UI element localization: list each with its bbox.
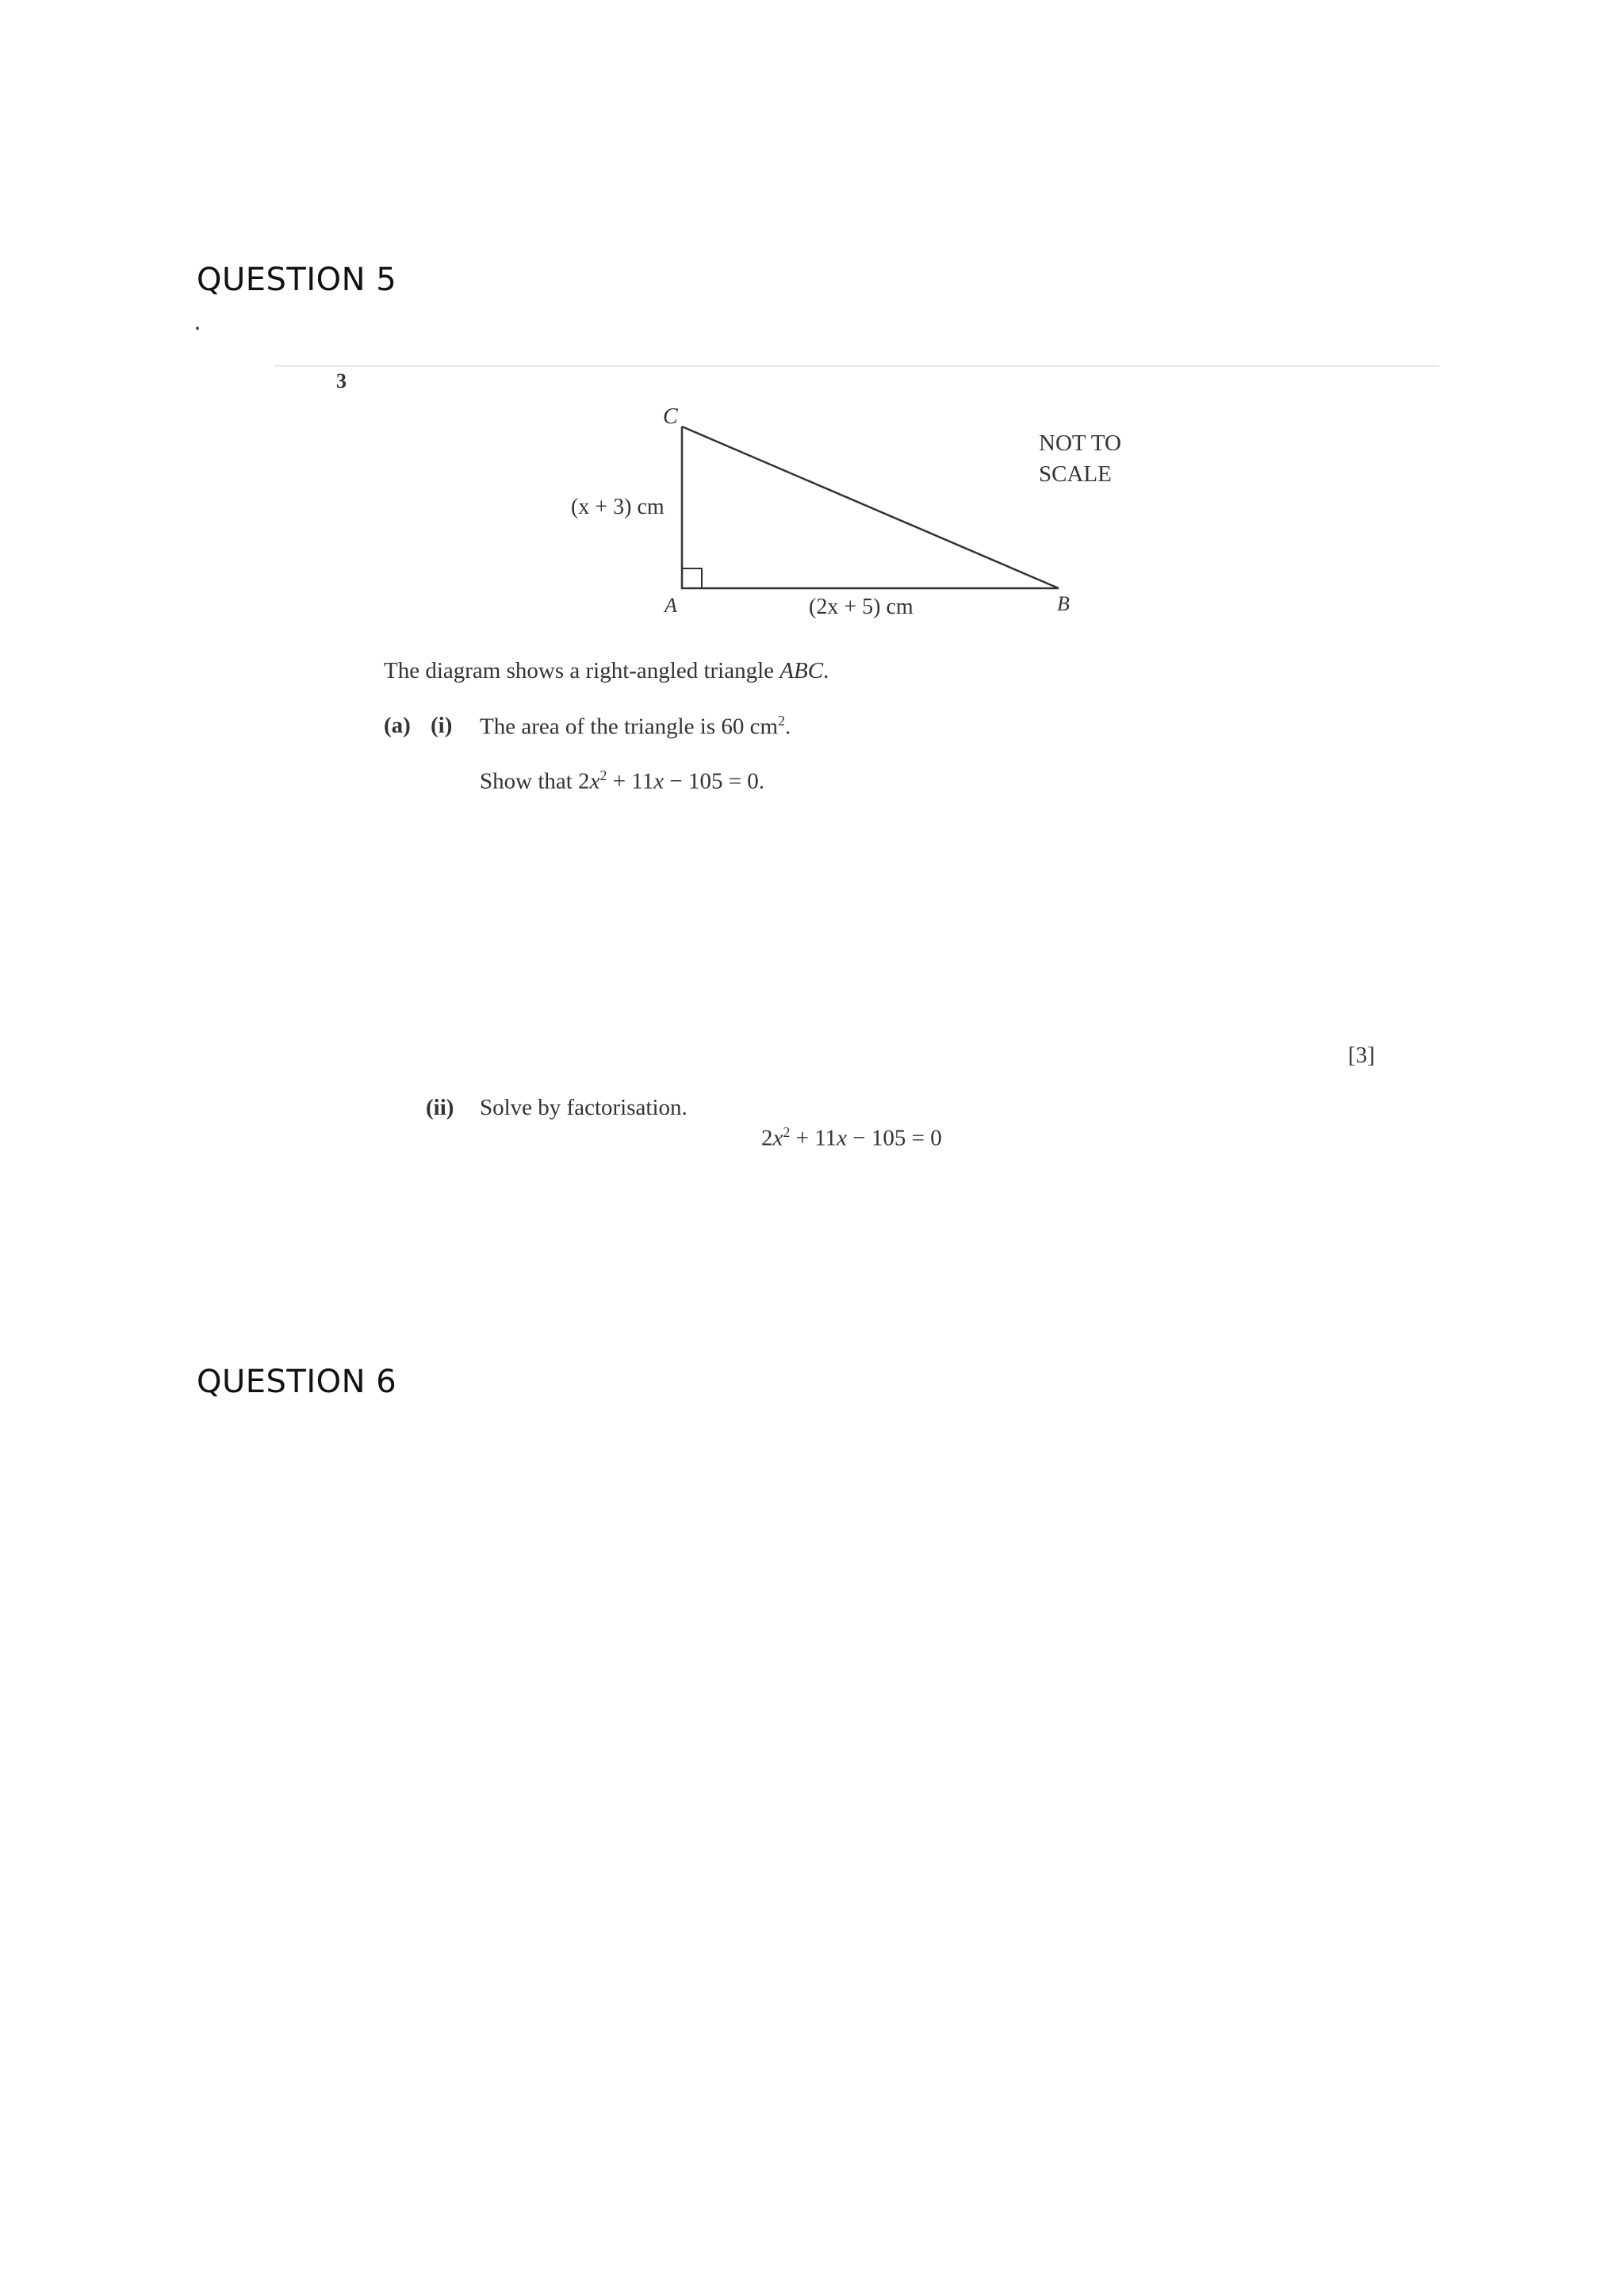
- eq-mid: + 11: [790, 1125, 837, 1151]
- area-statement: [480, 713, 791, 740]
- factorisation-equation: [761, 1124, 942, 1152]
- not-to-scale-line2: SCALE: [1039, 461, 1112, 487]
- marks-label: [3]: [1348, 1043, 1375, 1068]
- triangle-diagram: [0, 0, 1624, 714]
- question-6-heading: QUESTION 6: [197, 1364, 397, 1400]
- show-that-equation: [480, 767, 764, 795]
- part-a-i-label: (i): [431, 713, 453, 738]
- area-text: The area of the triangle is 60 cm: [480, 714, 779, 740]
- intro-text-body: The diagram shows a right-angled triangle: [384, 658, 780, 683]
- show-prefix: Show that 2: [480, 768, 590, 794]
- triangle-name: ABC: [779, 658, 824, 683]
- part-a-label: (a): [384, 713, 411, 738]
- vertex-b-label: B: [1057, 592, 1070, 615]
- question-number: 3: [336, 369, 347, 392]
- side-ac-label: (x + 3) cm: [571, 495, 665, 519]
- vertex-c-label: C: [663, 404, 678, 429]
- part-a-ii-text: Solve by factorisation.: [480, 1095, 688, 1120]
- right-angle-marker: [682, 568, 702, 588]
- not-to-scale-line1: NOT TO: [1039, 430, 1121, 456]
- intro-end: .: [823, 658, 829, 683]
- eq-x2: x: [837, 1125, 848, 1151]
- eq-end: − 105 = 0: [847, 1125, 942, 1151]
- show-sup: 2: [599, 767, 607, 783]
- show-x2: x: [653, 768, 665, 794]
- question-5-heading: QUESTION 5: [197, 262, 397, 298]
- side-ab-label: (2x + 5) cm: [809, 595, 914, 619]
- show-end: − 105 = 0.: [664, 768, 765, 794]
- part-a-ii-label: (ii): [426, 1095, 454, 1120]
- eq-sup: 2: [783, 1124, 791, 1140]
- eq-prefix: 2: [761, 1125, 773, 1151]
- side-cb: [682, 427, 1059, 588]
- area-sup: 2: [778, 713, 786, 729]
- show-x: x: [589, 768, 600, 794]
- vertex-a-label: A: [665, 594, 677, 617]
- eq-x: x: [772, 1125, 783, 1151]
- show-rest: + 11: [607, 768, 654, 794]
- intro-text: [384, 658, 829, 684]
- area-end: .: [785, 714, 791, 740]
